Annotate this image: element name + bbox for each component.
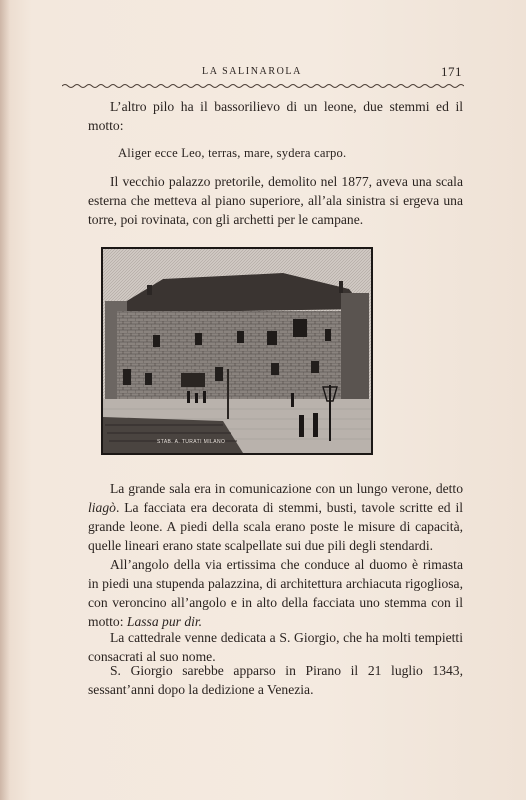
running-title: LA SALINAROLA	[202, 66, 302, 77]
p4-italic-motto: Lassa pur dir.	[126, 614, 203, 629]
paragraph-san-giorgio: S. Giorgio sarebbe apparso in Pirano il 21 luglio 1343, sessant’anni dopo la dedizione a Venezia.	[88, 663, 463, 697]
palace-illustration	[103, 249, 371, 453]
running-head	[62, 66, 462, 80]
p3-text-start: La grande sala era in comunicazione con un lungo verone, detto	[110, 481, 463, 496]
p3-italic-term: liagò	[88, 500, 116, 515]
palace-engraving	[101, 247, 373, 455]
engraver-credit: STAB. A. TURATI MILANO	[157, 439, 226, 445]
paragraph-lion-relief: L’altro pilo ha il bassorilievo di un leone, due stemmi ed il motto:	[88, 99, 463, 133]
p3-text-end: . La facciata era decorata di stemmi, busti, tavole scritte ed il grande leone. A piedi della scala erano poste le misure di capacità, quelle lineari erano state scalpellate sui due pili degli stendardi.	[88, 500, 463, 553]
page-number: 171	[441, 64, 462, 79]
paragraph-great-hall	[88, 479, 463, 555]
motto-line: Aliger ecce Leo, terras, mare, sydera carpo.	[118, 146, 347, 160]
page-gutter-shadow	[0, 0, 10, 800]
paragraph-palazzina	[88, 555, 463, 631]
paragraph-old-palace: Il vecchio palazzo pretorile, demolito nel 1877, aveva una scala esterna che metteva al piano superiore, all’ala sinistra si ergeva una torre, poi rovinata, con gli archetti per le campane.	[88, 174, 463, 227]
paragraph-cathedral: La cattedrale venne dedicata a S. Giorgio, che ha molti tempietti consacrati al suo nome.	[88, 630, 463, 664]
p4-text: All’angolo della via ertissima che conduce al duomo è rimasta in piedi una stupenda palazzina, di architettura archiacuta rigogliosa, con veroncino all’angolo e in alto della facciata uno stemma con il motto:	[88, 557, 463, 629]
decorative-rule	[62, 83, 464, 89]
